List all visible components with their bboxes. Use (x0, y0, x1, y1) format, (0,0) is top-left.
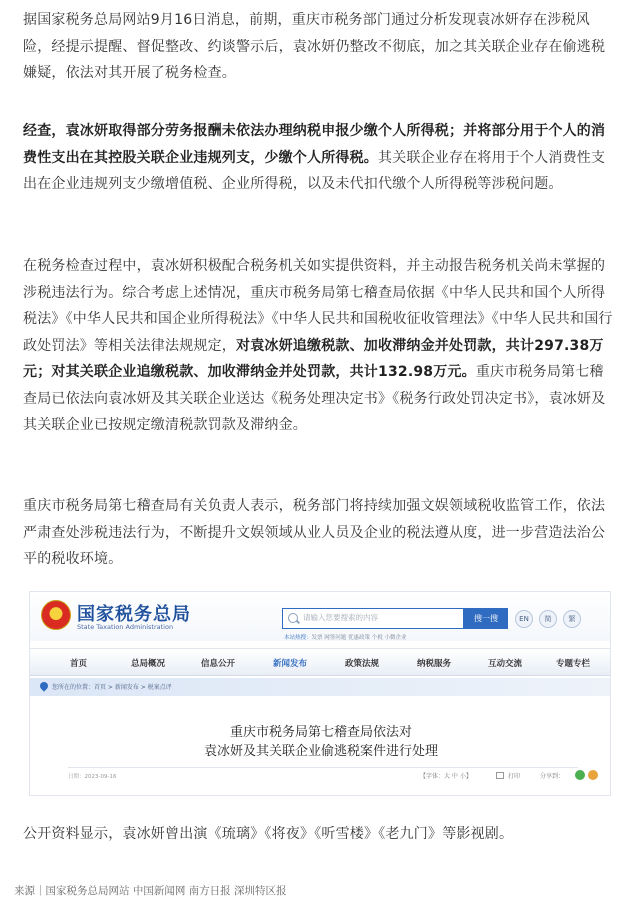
lang-en-button[interactable]: EN (515, 610, 533, 628)
search-input[interactable] (282, 608, 464, 629)
breadcrumb-text[interactable]: 您所在的位置：首页 > 新闻发布 > 税案点评 (52, 684, 172, 691)
site-name: 国家税务总局 (77, 604, 191, 625)
paragraph-filmography: 公开资料显示，袁冰妍曾出演《琉璃》《将夜》《听雪楼》《老九门》等影视剧。 (23, 826, 514, 842)
site-name-english: State Taxation Administration (77, 623, 174, 631)
paragraph-statement: 重庆市税务局第七稽查局有关负责人表示，税务部门将持续加强文娱领域税收监管工作，依法严肃查处涉税违法行为，不断提升文娱领域从业人员及企业的税法遵从度，进一步营造法治公平的税收环境。 (23, 498, 606, 567)
lang-traditional-button[interactable]: 繁 (563, 610, 581, 628)
article-title-line-1: 重庆市税务局第七稽查局依法对 (229, 725, 412, 740)
penalty-amounts: 对袁冰妍追缴税款、加收滞纳金并处罚款，共计297.38万元；对其关联企业追缴税款、加收滞纳金并处罚款，共计132.98万元。 (23, 337, 604, 380)
font-size-tools[interactable]: 【字体：大 中 小】 (420, 773, 472, 780)
paragraph-intro: 据国家税务总局网站9月16日消息，前期，重庆市税务部门通过分析发现袁冰妍存在涉税风险，经提示提醒、督促整改、约谈警示后，袁冰妍仍整改不彻底，加之其关联企业存在偷逃税嫌疑，依法对其开展了税务检查。 (23, 12, 606, 81)
search-icon (288, 613, 298, 623)
paragraph-penalty (23, 253, 617, 439)
paragraph-findings (23, 118, 617, 198)
lang-simplified-button[interactable]: 简 (539, 610, 557, 628)
wechat-share-icon[interactable] (575, 770, 585, 780)
share-label: 分享到： (540, 773, 565, 780)
hot-label: 本站热搜： (284, 635, 312, 641)
nav-service[interactable]: 纳税服务 (417, 659, 452, 669)
national-emblem-icon (41, 600, 71, 630)
nav-policy[interactable]: 政策法规 (345, 659, 380, 669)
findings-rest: 其关联企业存在将用于个人消费性支出在企业违规列支少缴增值税、企业所得税，以及未代扣代缴个人所得税等涉税问题。 (23, 149, 606, 192)
source-line: 来源｜国家税务总局网站 中国新闻网 南方日报 深圳特区报 (14, 885, 287, 897)
article-title-line-2: 袁冰妍及其关联企业偷逃税案件进行处理 (203, 744, 438, 759)
print-icon[interactable] (496, 772, 504, 779)
nav-overview[interactable]: 总局概况 (131, 659, 166, 669)
site-header (30, 592, 611, 641)
nav-topics[interactable]: 专题专栏 (556, 659, 591, 669)
nav-info-public[interactable]: 信息公开 (201, 659, 236, 669)
breadcrumb (30, 678, 611, 696)
nav-home[interactable]: 首页 (70, 659, 88, 669)
main-nav (30, 648, 611, 676)
print-link[interactable]: 打印 (508, 773, 521, 780)
publish-date: 日期：2023-09-16 (68, 774, 117, 780)
hot-searches (284, 633, 407, 641)
findings-bold: 经查，袁冰妍取得部分劳务报酬未依法办理纳税申报少缴个人所得税；并将部分用于个人的消费性支出在其控股关联企业违规列支，少缴个人所得税。 (23, 123, 606, 166)
penalty-context: 在税务检查过程中，袁冰妍积极配合税务机关如实提供资料，并主动报告税务机关尚未掌握的涉税违法行为。综合考虑上述情况，重庆市税务局第七稽查局依据《中华人民共和国个人所得税法》《中华人民共和国企业所得税法》《中华人民共和国税收征收管理法》《中华人民共和国行政处罚法》等相关法律法规规定， (23, 258, 613, 354)
nav-interaction[interactable]: 互动交流 (488, 659, 523, 669)
search-placeholder: 请输入您要搜索的内容 (303, 613, 378, 622)
hot-terms[interactable]: 发票 网签问题 优惠政策 个税 小微企业 (311, 635, 407, 641)
search-button[interactable]: 搜一搜 (464, 608, 508, 629)
location-pin-icon (38, 680, 49, 691)
title-divider (68, 767, 578, 768)
website-screenshot (29, 591, 611, 796)
penalty-delivery: 重庆市税务局第七稽查局已依法向袁冰妍及其关联企业送达《税务处理决定书》《税务行政处罚决定书》，袁冰妍及其关联企业已按规定缴清税款罚款及滞纳金。 (23, 364, 606, 433)
nav-news[interactable]: 新闻发布 (273, 659, 308, 669)
weibo-share-icon[interactable] (588, 770, 598, 780)
